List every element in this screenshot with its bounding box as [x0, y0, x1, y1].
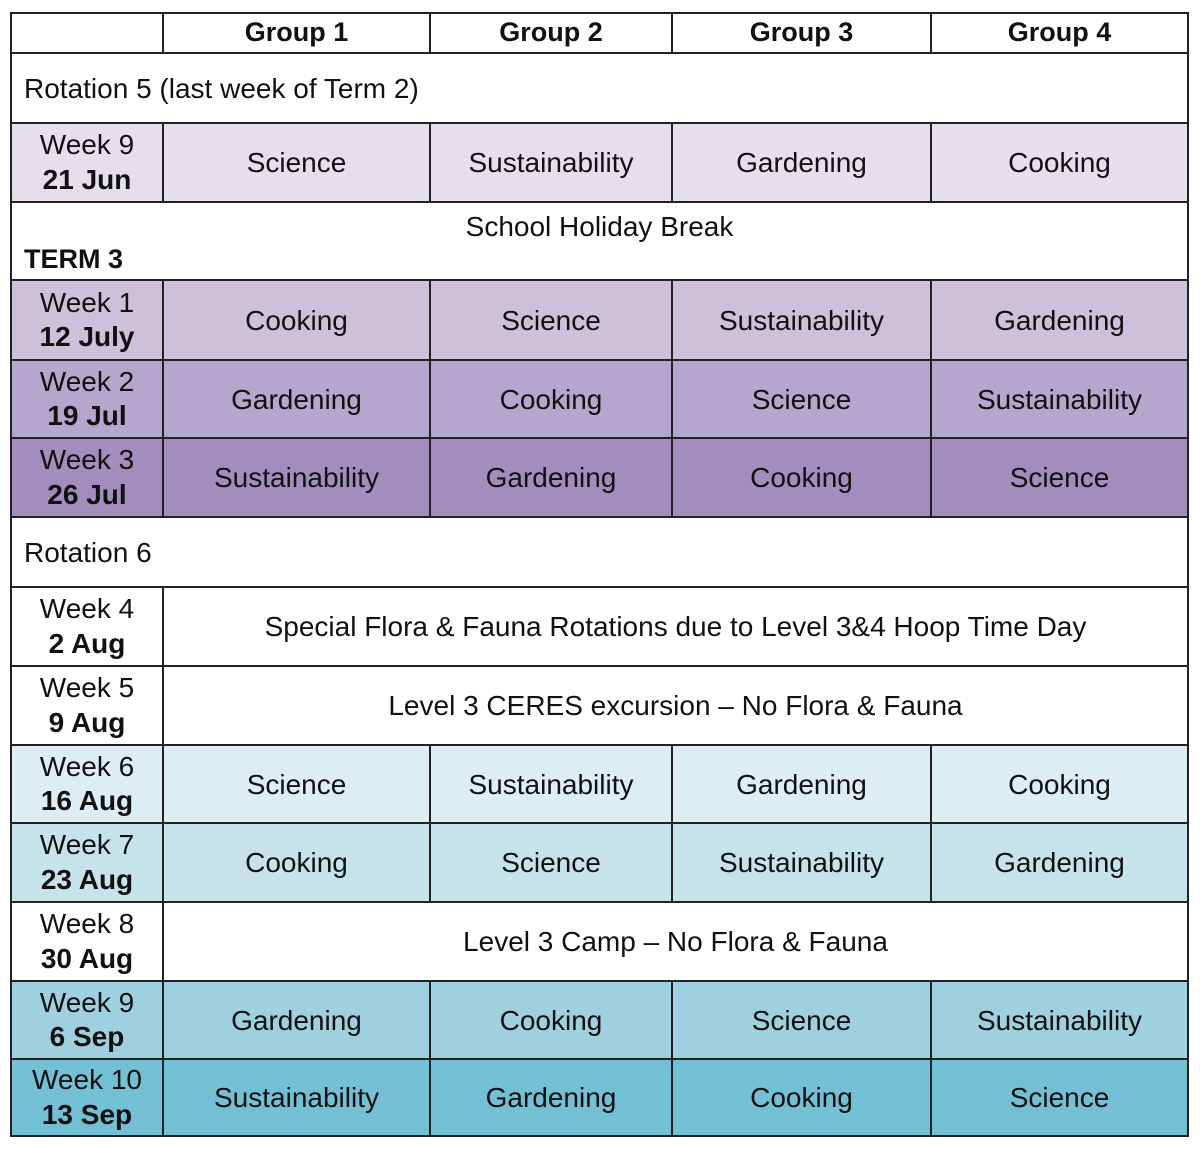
- activity-cell: Sustainability: [431, 746, 673, 824]
- week-number: Week 6: [39, 750, 135, 782]
- rotation-schedule-table: [10, 12, 1189, 1137]
- week-label: [12, 361, 164, 439]
- activity-cell: Cooking: [164, 281, 431, 361]
- activity-cell: Gardening: [932, 824, 1189, 903]
- activity-cell: Science: [932, 439, 1189, 518]
- term-3-label: TERM 3: [12, 243, 1189, 281]
- week-label: [12, 746, 164, 824]
- header-group-2: Group 2: [431, 14, 673, 54]
- header-corner-cell: [12, 14, 164, 54]
- activity-cell: Cooking: [673, 439, 932, 518]
- week-date: 9 Aug: [48, 706, 126, 738]
- week-date: 6 Sep: [49, 1021, 125, 1052]
- activity-cell: Gardening: [673, 124, 932, 203]
- week-date: 21 Jun: [42, 163, 132, 195]
- activity-cell: Sustainability: [431, 124, 673, 203]
- week-number: Week 1: [39, 286, 135, 318]
- week-number: Week 7: [39, 829, 135, 861]
- week-note: Level 3 CERES excursion – No Flora & Fauna: [164, 667, 1189, 746]
- activity-cell: Science: [431, 281, 673, 361]
- week-label: [12, 982, 164, 1060]
- week-date: 12 July: [39, 321, 135, 352]
- activity-cell: Cooking: [932, 124, 1189, 203]
- activity-cell: Gardening: [431, 1060, 673, 1137]
- rotation-5-title: Rotation 5 (last week of Term 2): [12, 54, 1189, 124]
- week-date: 19 Jul: [47, 400, 127, 431]
- week-note: Level 3 Camp – No Flora & Fauna: [164, 903, 1189, 982]
- activity-cell: Cooking: [932, 746, 1189, 824]
- week-label: [12, 667, 164, 746]
- activity-cell: Science: [932, 1060, 1189, 1137]
- holiday-break-text: School Holiday Break: [12, 203, 1189, 243]
- week-number: Week 2: [39, 365, 135, 397]
- week-date: 26 Jul: [47, 478, 127, 510]
- activity-cell: Cooking: [431, 361, 673, 439]
- week-number: Week 4: [39, 593, 135, 625]
- activity-cell: Gardening: [431, 439, 673, 518]
- activity-cell: Science: [673, 361, 932, 439]
- activity-cell: Sustainability: [164, 1060, 431, 1137]
- activity-cell: Cooking: [673, 1060, 932, 1137]
- activity-cell: Science: [164, 124, 431, 203]
- activity-cell: Science: [673, 982, 932, 1060]
- week-number: Week 8: [39, 908, 135, 940]
- week-label: [12, 439, 164, 518]
- activity-cell: Gardening: [932, 281, 1189, 361]
- week-date: 16 Aug: [40, 785, 134, 816]
- week-label: [12, 824, 164, 903]
- activity-cell: Sustainability: [673, 281, 932, 361]
- header-group-4: Group 4: [932, 14, 1189, 54]
- activity-cell: Cooking: [431, 982, 673, 1060]
- week-date: 13 Sep: [41, 1098, 133, 1130]
- activity-cell: Science: [431, 824, 673, 903]
- week-label: [12, 281, 164, 361]
- week-note: Special Flora & Fauna Rotations due to Level 3&4 Hoop Time Day: [164, 588, 1189, 667]
- week-label: [12, 903, 164, 982]
- week-number: Week 10: [32, 1064, 142, 1096]
- header-group-1: Group 1: [164, 14, 431, 54]
- activity-cell: Cooking: [164, 824, 431, 903]
- rotation-6-title: Rotation 6: [12, 518, 1189, 588]
- week-number: Week 3: [39, 444, 135, 476]
- week-number: Week 9: [39, 986, 135, 1018]
- header-group-3: Group 3: [673, 14, 932, 54]
- activity-cell: Gardening: [673, 746, 932, 824]
- week-number: Week 9: [39, 129, 135, 161]
- activity-cell: Gardening: [164, 361, 431, 439]
- activity-cell: Science: [164, 746, 431, 824]
- activity-cell: Sustainability: [164, 439, 431, 518]
- activity-cell: Sustainability: [932, 361, 1189, 439]
- week-label: [12, 124, 164, 203]
- week-date: 30 Aug: [40, 942, 134, 974]
- week-date: 23 Aug: [40, 863, 134, 895]
- week-date: 2 Aug: [48, 627, 126, 659]
- activity-cell: Sustainability: [673, 824, 932, 903]
- week-label: [12, 1060, 164, 1137]
- week-label: [12, 588, 164, 667]
- activity-cell: Gardening: [164, 982, 431, 1060]
- week-number: Week 5: [39, 672, 135, 704]
- activity-cell: Sustainability: [932, 982, 1189, 1060]
